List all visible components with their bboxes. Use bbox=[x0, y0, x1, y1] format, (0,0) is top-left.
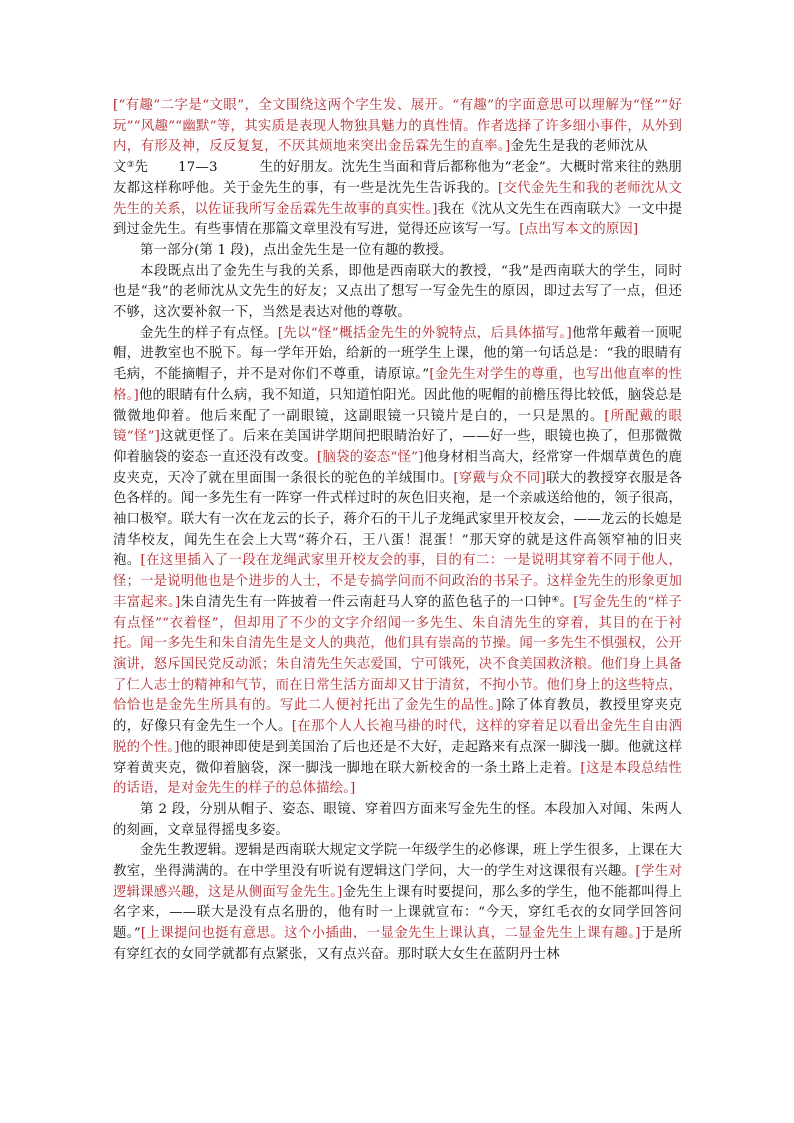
annotation-text: [写金先生的“样子有点怪”“衣着怪”，但却用了不少的文字介绍闻一多先生、朱自清先生的穿着，其目的在于衬托。闻一多先生和朱自清先生是文人的典范，他们具有崇高的节操。闻一多先生不惧强权，公开演讲，怒斥国民党反动派；朱自清先生矢志爱国，宁可饿死，决不食美国救济粮。他们身上具备了仁人志士的精神和气节，而在日常生活方面却又甘于清贫，不拘小节。他们身上的这些特点，恰恰也是金先生所具有的。写此二人便衬托出了金先生的品性。] bbox=[113, 594, 682, 714]
document-body bbox=[113, 96, 682, 966]
body-text: 先 bbox=[134, 160, 149, 176]
body-text: 除了体育教员，教授里穿夹克的，好像只有金先生一个人。 bbox=[113, 698, 683, 735]
annotation-text: [先以“怪”概括金先生的外貌特点，后具体描写。] bbox=[277, 325, 572, 341]
body-text: 17—3 bbox=[178, 160, 218, 176]
body-text: 第 2 段，分别从帽子、姿态、眼镜、穿着四方面来写金先生的怪。本段加入对闻、朱两人的刻画，文章显得摇曳多姿。 bbox=[113, 801, 682, 838]
body-text: 他的眼神即使是到美国治了后也还是不大好，走起路来有点深一脚浅一脚。他就这样穿着黄夹克，微仰着脑袋，深一脚浅一脚地在联大新校舍的一条土路上走着。 bbox=[113, 739, 682, 776]
annotation-text: [所配戴的眼镜“怪”] bbox=[113, 408, 682, 445]
annotation-text: [点出写本文的原因] bbox=[519, 222, 639, 238]
paragraph-p6 bbox=[113, 841, 682, 965]
body-text: 文 bbox=[113, 160, 127, 176]
body-text: 生的好朋友。沈先生当面和背后都称他为“老金”。大概时常来往的熟朋友都这样称呼他。关于金先生的事，有一些是沈先生告诉我的。 bbox=[113, 160, 682, 196]
body-text: 他常年戴着一顶呢帽，进教室也不脱下。每一学年开始，给新的一班学生上课，他的第一句话总是：“我的眼睛有毛病，不能摘帽子，并不是对你们不尊重，请原谅。” bbox=[113, 325, 683, 383]
body-text: 金先生教逻辑。逻辑是西南联大规定文学院一年级学生的必修课，班上学生很多，上课在大教室，坐得满满的。在中学里没有听说有逻辑这门学问，大一的学生对这课很有兴趣。 bbox=[113, 843, 682, 880]
paragraph-p4 bbox=[113, 324, 682, 800]
body-text: 。 bbox=[559, 594, 574, 610]
annotation-text: [金先生对学生的尊重，也写出他直率的性格。] bbox=[113, 367, 682, 403]
annotation-text: [这是本段总结性的话语，是对金先生的样子的总体描绘。] bbox=[113, 760, 682, 797]
annotation-text: [上课提问也挺有意思。这个小插曲，一显金先生上课认真，二显金先生上课有趣。] bbox=[140, 926, 641, 942]
body-text: 他身材相当高大，经常穿一件烟草黄色的鹿皮夹克，天冷了就在里面围一条很长的驼色的羊绒围巾。 bbox=[113, 449, 682, 486]
annotation-text: [“有趣”二字是“文眼”，全文围绕这两个字生发、展开。“有趣”的字面意思可以理解为“怪”“好玩”“风趣”“幽默”等，其实质是表现人物独具魅力的真性情。作者选择了许多细小事件，从外到内，有形及神，反反复复，不厌其烦地来突出金岳霖先生的直率。] bbox=[113, 98, 682, 155]
annotation-text: [学生对逻辑课感兴趣，这是从侧面写金先生。] bbox=[113, 864, 682, 900]
body-text: 金先生的样子有点怪。 bbox=[140, 325, 278, 341]
annotation-text: [在那个人人长袍马褂的时代，这样的穿着足以看出金先生自由洒脱的个性。] bbox=[113, 719, 683, 755]
body-text: 联大的教授穿衣服是各色各样的。闻一多先生有一阵穿一件式样过时的灰色旧夹袍，是一个亲戚送给他的，领子很高，袖口极窄。联大有一次在龙云的长子，蒋介石的干儿子龙绳武家里开校友会，——龙云的长媳是清华校友，闻先生在会上大骂“蒋介石，王八蛋！混蛋！”那天穿的就是这件高领窄袖的旧夹袍。 bbox=[113, 470, 683, 569]
paragraph-p3 bbox=[113, 262, 682, 324]
annotation-text: [穿戴与众不同] bbox=[453, 470, 546, 486]
annotation-text: [在这里插入了一段在龙绳武家里开校友会的事，目的有二：一是说明其穿着不同于他人，怪；一是说明他也是个进步的人士，不是专搞学问而不问政治的书呆子。这样金先生的形象更加丰富起来。] bbox=[113, 553, 682, 610]
paragraph-p5 bbox=[113, 800, 682, 841]
body-text: 这就更怪了。后来在美国讲学期间把眼睛治好了，——好一些，眼镜也换了，但那微微仰着脑袋的姿态一直还没有改变。 bbox=[113, 429, 682, 465]
body-text: 于是所有穿红衣的女同学就都有点紧张，又有点兴奋。那时联大女生在蓝阴丹士林 bbox=[113, 926, 682, 962]
body-text: 金先生上课有时要提问，那么多的学生，他不能都叫得上名字来，——联大是没有点名册的，他有时一上课就宣布：“今天，穿红毛衣的女同学回答问题。” bbox=[113, 884, 682, 942]
body-text: 他的眼睛有什么病，我不知道，只知道怕阳光。因此他的呢帽的前檐压得比较低，脑袋总是微微地仰着。他后来配了一副眼镜，这副眼镜一只镜片是白的，一只是黑的。 bbox=[113, 387, 682, 424]
annotation-text: [交代金先生和我的老师沈从文先生的关系，以佐证我所写金岳霖先生故事的真实性。] bbox=[113, 180, 683, 217]
body-text: 本段既点出了金先生与我的关系，即他是西南联大的教授，“我”是西南联大的学生，同时也是“我”的老师沈从文先生的好友；又点出了想写一写金先生的原因，即过去写了一点，但还不够，这次要补叙一下，当然是表达对他的尊敬。 bbox=[113, 263, 682, 321]
body-text: 金先生是我的老师沈从 bbox=[510, 139, 648, 155]
annotation-text: [脑袋的姿态“怪”] bbox=[317, 449, 424, 465]
body-text: 朱自清先生有一阵披着一件云南赶马人穿的蓝色毡子的一口钟 bbox=[180, 594, 552, 610]
paragraph-p2 bbox=[113, 241, 682, 262]
body-text: 我在《沈从文先生在西南联大》一文中提到过金先生。有些事情在那篇文章里没有写进，觉得还应该写一写。 bbox=[113, 201, 682, 238]
footnote-marker: ③ bbox=[126, 160, 135, 171]
footnote-marker: ④ bbox=[551, 594, 560, 605]
paragraph-p1 bbox=[113, 96, 682, 241]
body-text: 第一部分(第 1 段)，点出金先生是一位有趣的教授。 bbox=[140, 242, 453, 258]
